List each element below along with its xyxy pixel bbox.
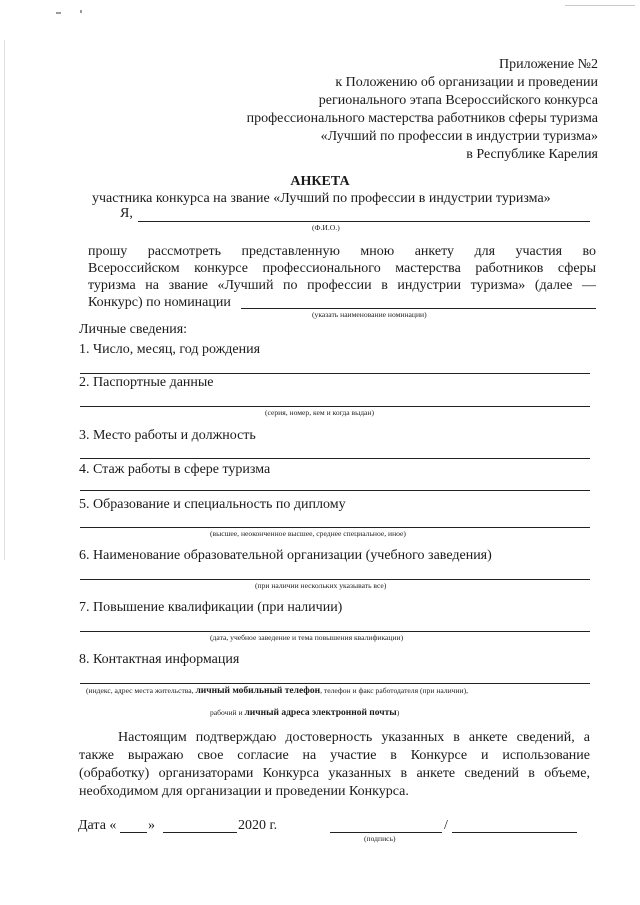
field-label-contacts: 8. Контактная информация [79,652,240,667]
institution-hint: (при наличии нескольких указывать все) [255,581,387,590]
date-day-field[interactable] [120,832,147,833]
mobile-phone-emphasis: личный мобильный телефон [195,686,321,696]
birthdate-field[interactable] [80,373,590,374]
personal-label: Личные сведения: [79,322,188,337]
request-line: Всероссийском конкурсе профессионального мастерства работников сферы [88,261,596,276]
field-label-passport: 2. Паспортные данные [79,375,214,390]
header-line: регионального этапа Всероссийского конкурса [318,93,598,108]
request-line: прошу рассмотреть представленную мною анкету для участия во [88,244,596,259]
field-label-birthdate: 1. Число, месяц, год рождения [79,342,261,357]
signature-field[interactable] [330,832,442,833]
scan-mark [56,12,61,14]
field-label-qualification: 7. Повышение квалификации (при наличии) [79,600,343,615]
header-line: в Республике Карелия [466,147,598,162]
signature-hint: (подпись) [364,834,396,843]
confirm-line: Настоящим подтверждаю достоверность указанных в анкете сведений, а [118,730,590,745]
contacts-field[interactable] [80,683,590,684]
header-line: профессионального мастерства работников сферы туризма [246,111,598,126]
date-year: 2020 г. [238,818,278,833]
fio-hint: (Ф.И.О.) [312,223,340,232]
header-line: «Лучший по профессии в индустрии туризма» [320,129,598,144]
institution-field[interactable] [80,579,590,580]
signature-name-field[interactable] [452,832,577,833]
field-label-experience: 4. Стаж работы в сфере туризма [79,462,271,477]
experience-field[interactable] [80,490,590,491]
field-label-workplace: 3. Место работы и должность [79,428,256,443]
education-hint: (высшее, неоконченное высшее, среднее специальное, иное) [210,529,406,538]
request-line: туризма на звание «Лучший по профессии в индустрии туризма» (далее — [88,278,596,293]
form-title: АНКЕТА [290,174,350,189]
email-emphasis: личный адреса электронной почты [244,708,397,718]
form-subtitle: участника конкурса на звание «Лучший по профессии в индустрии туризма» [92,191,551,206]
fio-field[interactable] [138,221,590,222]
education-field[interactable] [80,527,590,528]
signature-slash: / [444,818,448,833]
date-mid: » [148,818,155,833]
qualification-hint: (дата, учебное заведение и тема повышения квалификации) [210,633,404,642]
passport-hint: (серия, номер, кем и когда выдан) [265,408,375,417]
date-month-field[interactable] [163,832,237,833]
nomination-hint: (указать наименование номинации) [312,310,427,319]
field-label-institution: 6. Наименование образовательной организации (учебного заведения) [79,548,492,563]
scan-edge-line [4,40,5,560]
confirm-line: необходимом для организации и проведении Конкурса. [79,784,409,799]
workplace-field[interactable] [80,458,590,459]
header-line: к Положению об организации и проведении [335,75,598,90]
scan-edge-line [565,5,635,6]
date-label: Дата « [78,818,117,833]
contacts-hint-line2: рабочий и личный адреса электронной почты) [210,708,400,718]
i-label: Я, [120,206,133,221]
contacts-hint-line1: (индекс, адрес места жительства, личный мобильный телефон, телефон и факс работодателя (при наличии), [86,686,469,696]
scan-mark [80,10,82,13]
request-line: Конкурс) по номинации [88,295,231,310]
confirm-line: также выражаю свое согласие на участие в Конкурсе и использование [79,748,590,763]
passport-field[interactable] [80,406,590,407]
header-line: Приложение №2 [499,57,598,72]
nomination-field[interactable] [241,308,596,309]
confirm-line: (обработку) организаторами Конкурса указанных в анкете сведений в объеме, [79,766,590,781]
field-label-education: 5. Образование и специальность по диплому [79,497,346,512]
qualification-field[interactable] [80,631,590,632]
